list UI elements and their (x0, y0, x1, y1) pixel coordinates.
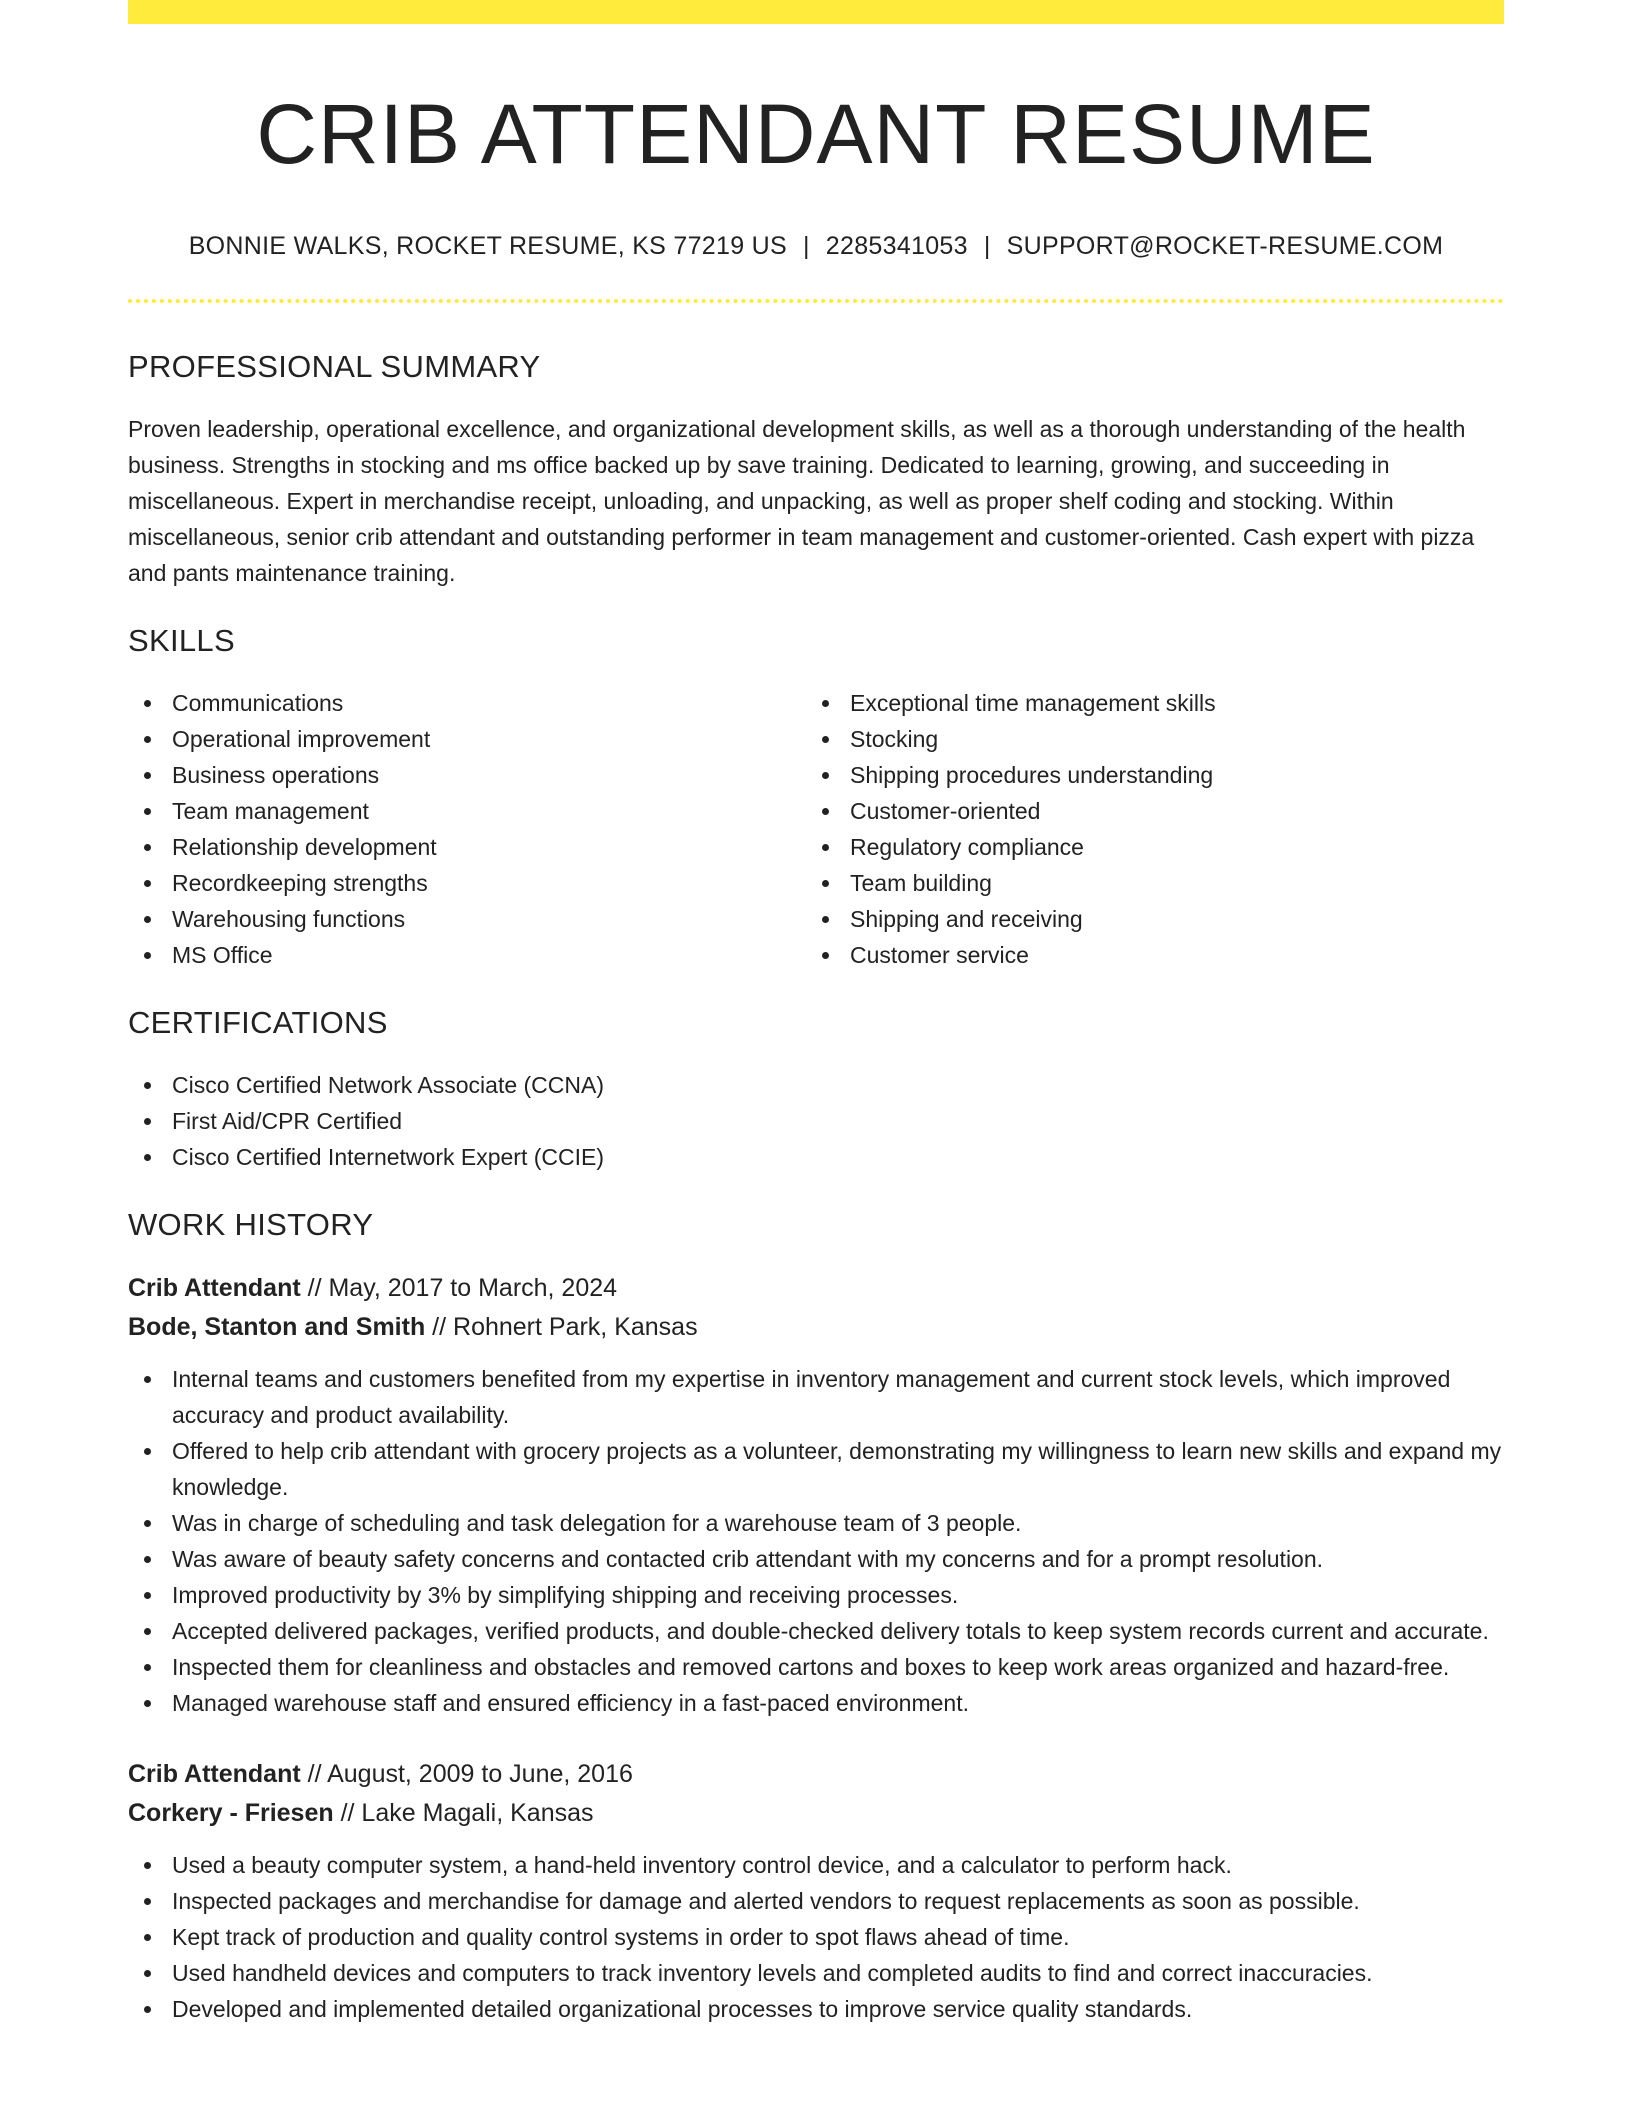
job-duty-item: Was in charge of scheduling and task delegation for a warehouse team of 3 people. (128, 1505, 1504, 1541)
skill-item: Team management (128, 793, 806, 829)
skill-item: Customer service (806, 937, 1484, 973)
job-entry (128, 1755, 1504, 2027)
dotted-divider (128, 299, 1504, 303)
skill-item: MS Office (128, 937, 806, 973)
contact-phone: 2285341053 (825, 232, 968, 261)
contact-address: BONNIE WALKS, ROCKET RESUME, KS 77219 US (188, 232, 787, 261)
job-duty-item: Was aware of beauty safety concerns and contacted crib attendant with my concerns and for a prompt resolution. (128, 1541, 1504, 1577)
certification-item: Cisco Certified Network Associate (CCNA) (128, 1067, 1504, 1103)
certification-item: Cisco Certified Internetwork Expert (CCIE) (128, 1139, 1504, 1175)
summary-text: Proven leadership, operational excellence, and organizational development skills, as well as a thorough understanding of the health business. Strengths in stocking and ms office backed up by save training. Dedicated to learning, growing, and succeeding in miscellaneous. Expert in merchandise receipt, unloading, and unpacking, as well as proper shelf coding and stocking. Within miscellaneous, senior crib attendant and outstanding performer in team management and customer-oriented. Cash expert with pizza and pants maintenance training. (128, 416, 1475, 587)
skill-item: Team building (806, 865, 1484, 901)
job-duty-item: Internal teams and customers benefited from my expertise in inventory management and current stock levels, which improved accuracy and product availability. (128, 1361, 1504, 1433)
job-company-line (128, 1308, 1504, 1347)
job-duty-item: Offered to help crib attendant with grocery projects as a volunteer, demonstrating my willingness to learn new skills and expand my knowledge. (128, 1433, 1504, 1505)
job-dates: // May, 2017 to March, 2024 (307, 1274, 618, 1303)
job-duties-list (128, 1361, 1504, 1721)
job-duty-item: Improved productivity by 3% by simplifying shipping and receiving processes. (128, 1577, 1504, 1613)
skills-right-list (806, 685, 1484, 973)
skill-item: Regulatory compliance (806, 829, 1484, 865)
contact-line (128, 232, 1504, 261)
skills-columns (128, 685, 1504, 973)
job-duty-item: Kept track of production and quality control systems in order to spot flaws ahead of time. (128, 1919, 1504, 1955)
certifications-list (128, 1067, 1504, 1175)
job-duty-item: Used handheld devices and computers to track inventory levels and completed audits to find and correct inaccuracies. (128, 1955, 1504, 1991)
job-duty-item: Used a beauty computer system, a hand-held inventory control device, and a calculator to perform hack. (128, 1847, 1504, 1883)
skill-item: Warehousing functions (128, 901, 806, 937)
top-accent-bar (128, 0, 1504, 24)
contact-separator: | (983, 232, 991, 261)
skills-heading: SKILLS (128, 623, 235, 659)
skill-item: Exceptional time management skills (806, 685, 1484, 721)
job-company-line (128, 1794, 1504, 1833)
resume-page (128, 0, 1504, 2027)
skill-item: Operational improvement (128, 721, 806, 757)
job-location: // Rohnert Park, Kansas (432, 1313, 698, 1342)
job-dates: // August, 2009 to June, 2016 (307, 1760, 633, 1789)
job-company: Corkery - Friesen (128, 1799, 334, 1828)
skills-left-list (128, 685, 806, 973)
work-history-heading: WORK HISTORY (128, 1207, 374, 1243)
job-duty-item: Inspected them for cleanliness and obstacles and removed cartons and boxes to keep work areas organized and hazard-free. (128, 1649, 1504, 1685)
job-title-line (128, 1269, 1504, 1308)
skill-item: Recordkeeping strengths (128, 865, 806, 901)
certification-item: First Aid/CPR Certified (128, 1103, 1504, 1139)
job-title-line (128, 1755, 1504, 1794)
skill-item: Relationship development (128, 829, 806, 865)
skill-item: Stocking (806, 721, 1484, 757)
skill-item: Shipping procedures understanding (806, 757, 1484, 793)
job-duty-item: Inspected packages and merchandise for damage and alerted vendors to request replacements as soon as possible. (128, 1883, 1504, 1919)
job-company: Bode, Stanton and Smith (128, 1313, 426, 1342)
job-duty-item: Developed and implemented detailed organizational processes to improve service quality standards. (128, 1991, 1504, 2027)
skill-item: Customer-oriented (806, 793, 1484, 829)
skill-item: Communications (128, 685, 806, 721)
job-location: // Lake Magali, Kansas (340, 1799, 594, 1828)
resume-title: CRIB ATTENDANT RESUME (256, 87, 1376, 181)
skill-item: Shipping and receiving (806, 901, 1484, 937)
job-duties-list (128, 1847, 1504, 2027)
contact-email: SUPPORT@ROCKET-RESUME.COM (1006, 232, 1444, 261)
contact-separator: | (803, 232, 810, 261)
job-duty-item: Managed warehouse staff and ensured efficiency in a fast-paced environment. (128, 1685, 1504, 1721)
job-title: Crib Attendant (128, 1760, 301, 1789)
job-title: Crib Attendant (128, 1274, 301, 1303)
summary-heading: PROFESSIONAL SUMMARY (128, 349, 541, 385)
job-entry (128, 1269, 1504, 1721)
job-duty-item: Accepted delivered packages, verified products, and double-checked delivery totals to keep system records current and accurate. (128, 1613, 1504, 1649)
skill-item: Business operations (128, 757, 806, 793)
certifications-heading: CERTIFICATIONS (128, 1005, 388, 1041)
